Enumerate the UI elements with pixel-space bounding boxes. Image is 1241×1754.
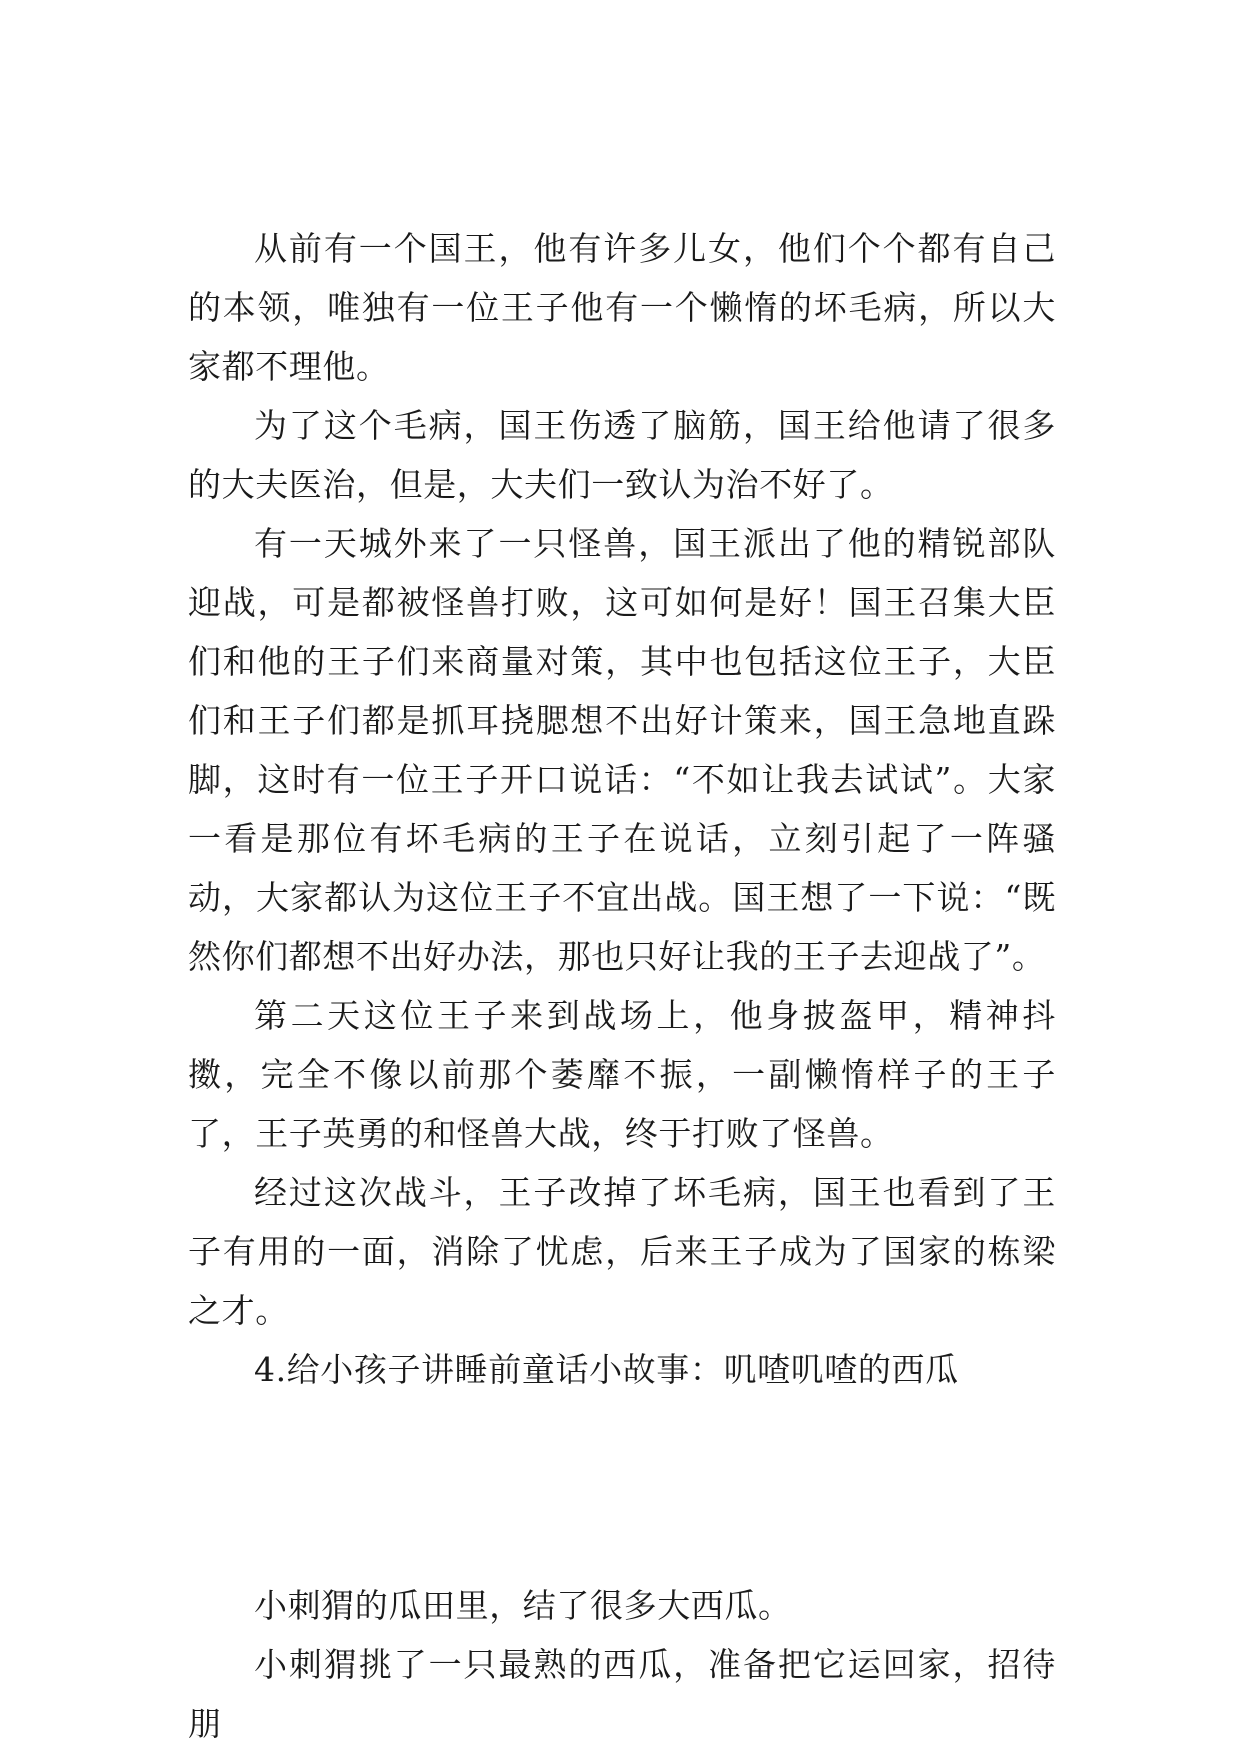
document-body: [188, 219, 1056, 1753]
paragraph-5: 经过这次战斗，王子改掉了坏毛病，国王也看到了王子有用的一面，消除了忧虑，后来王子成为了国家的栋梁之才。: [188, 1173, 1056, 1330]
blank-space: [188, 1399, 1056, 1576]
story-heading: 4.给小孩子讲睡前童话小故事：叽喳叽喳的西瓜: [254, 1350, 959, 1389]
paragraph-6: 小刺猬的瓜田里，结了很多大西瓜。: [254, 1586, 792, 1625]
paragraph-1: 从前有一个国王，他有许多儿女，他们个个都有自己的本领，唯独有一位王子他有一个懒惰的坏毛病，所以大家都不理他。: [188, 229, 1056, 386]
paragraph-3: 有一天城外来了一只怪兽，国王派出了他的精锐部队迎战，可是都被怪兽打败，这可如何是好！国王召集大臣们和他的王子们来商量对策，其中也包括这位王子，大臣们和王子们都是抓耳挠腮想不出好计策来，国王急地直跺脚，这时有一位王子开口说话：“不如让我去试试”。大家一看是那位有坏毛病的王子在说话，立刻引起了一阵骚动，大家都认为这位王子不宜出战。国王想了一下说：“既然你们都想不出好办法，那也只好让我的王子去迎战了”。: [188, 524, 1056, 976]
paragraph-7: 小刺猬挑了一只最熟的西瓜，准备把它运回家，招待朋: [188, 1645, 1056, 1743]
paragraph-4: 第二天这位王子来到战场上，他身披盔甲，精神抖擞，完全不像以前那个萎靡不振，一副懒惰样子的王子了，王子英勇的和怪兽大战，终于打败了怪兽。: [188, 996, 1056, 1153]
paragraph-2: 为了这个毛病，国王伤透了脑筋，国王给他请了很多的大夫医治，但是，大夫们一致认为治不好了。: [188, 406, 1056, 504]
